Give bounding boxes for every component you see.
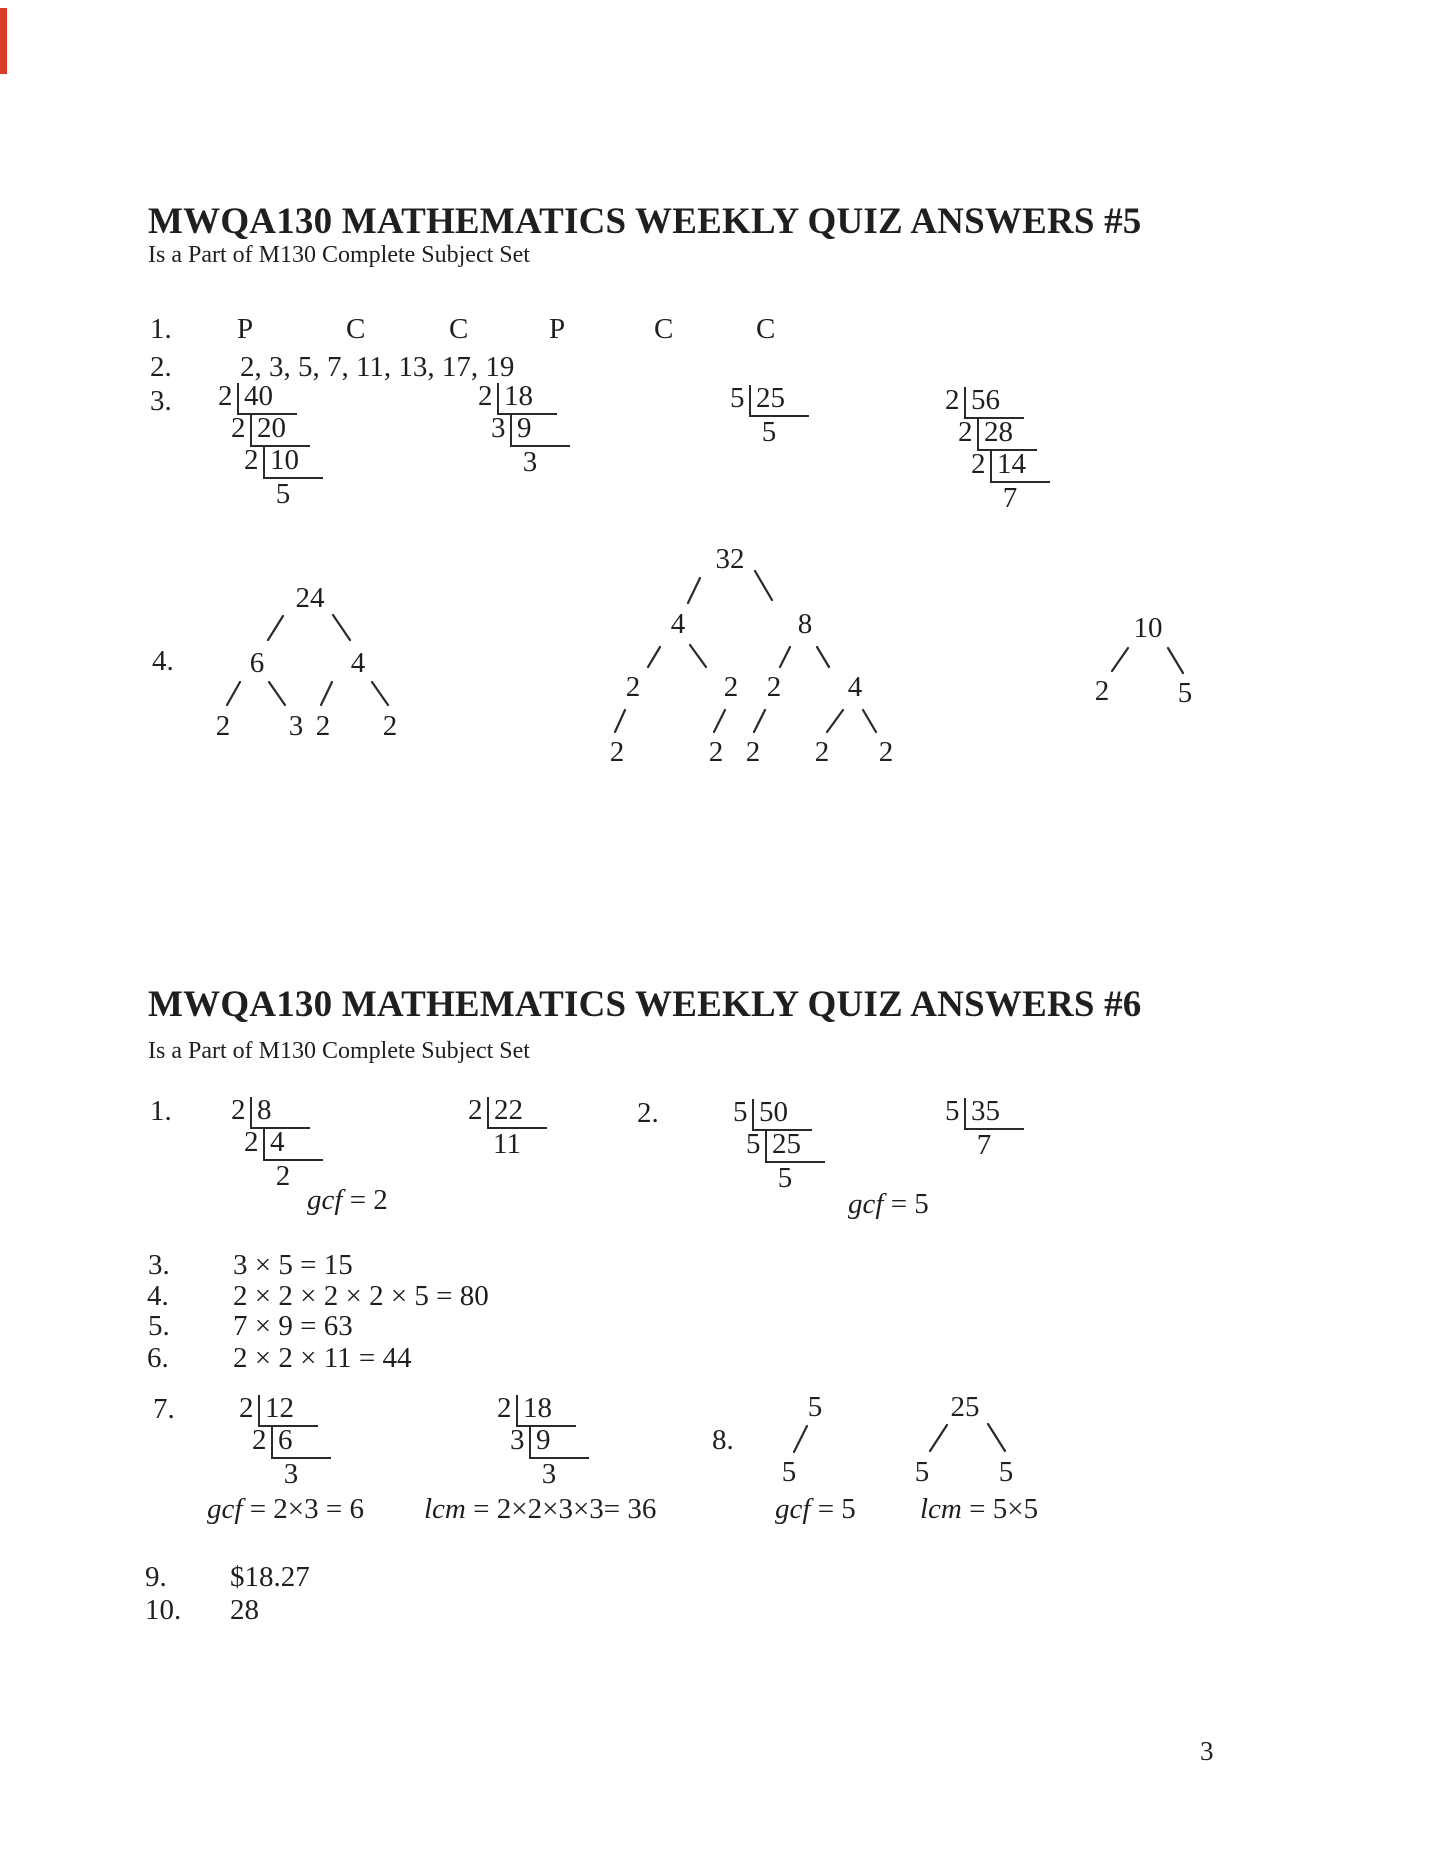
q6-ladder-35-bar <box>964 1098 966 1128</box>
q6-ladder-18b-divisor: 2 <box>497 1392 512 1424</box>
q6-ladder-50-bar <box>752 1099 754 1129</box>
tree-32-edge <box>754 710 765 732</box>
q5-item1-answer-1: P <box>237 313 254 345</box>
q6-ladder-18b-quotient: 3 <box>541 1458 557 1490</box>
q5-ladder-18-dividend: 9 <box>517 412 532 444</box>
tree-32-node: 2 <box>814 736 830 768</box>
q5-ladder-25-divisor: 5 <box>730 382 745 414</box>
tree-10-edge <box>1112 648 1128 671</box>
q6-ladder-8-underline <box>263 1159 323 1161</box>
tree-24-node: 2 <box>215 710 231 742</box>
q5-ladder-40-dividend: 40 <box>244 380 273 412</box>
q5-item1-answer-6: C <box>756 313 776 345</box>
q5-ladder-18-bar <box>510 415 512 445</box>
q6-item8-lcm <box>920 1494 1038 1524</box>
q6-item7-lcm-value: = 2×2×3×3= 36 <box>465 1493 657 1525</box>
q5-ladder-56-underline <box>990 481 1050 483</box>
q6-item7-gcf-prefix: gcf <box>207 1493 243 1525</box>
tree-24-edge <box>333 615 350 640</box>
q6-ladder-22-quotient: 11 <box>493 1128 521 1160</box>
q6-item9-number: 9. <box>145 1561 167 1593</box>
q5-ladder-56-divisor: 2 <box>958 416 973 448</box>
q6-item5-answer: 7 × 9 = 63 <box>233 1310 353 1342</box>
tree-25-node: 25 <box>950 1391 980 1423</box>
tree-10-edge <box>1168 648 1183 673</box>
q5-ladder-56-dividend: 14 <box>997 448 1026 480</box>
q5-ladder-40-dividend: 10 <box>270 444 299 476</box>
q6-item1-gcf-value: = 2 <box>342 1184 388 1216</box>
q6-ladder-50-quotient: 5 <box>777 1162 793 1194</box>
q5-ladder-56-bar <box>977 419 979 449</box>
q6-item3-answer: 3 × 5 = 15 <box>233 1249 353 1281</box>
q6-item4-number: 4. <box>147 1280 169 1312</box>
q6-ladder-8-divisor: 2 <box>231 1094 246 1126</box>
q6-item10-number: 10. <box>145 1594 182 1626</box>
q6-ladder-35-underline <box>964 1128 1024 1130</box>
tree-32-edge <box>755 571 772 600</box>
q6-ladder-8-bar <box>263 1129 265 1159</box>
q6-ladder-12-dividend: 6 <box>278 1424 293 1456</box>
tree-24-edge <box>268 616 283 640</box>
q6-ladder-18b-underline <box>529 1457 589 1459</box>
q6-ladder-35-dividend: 35 <box>971 1095 1000 1127</box>
q6-ladder-8-dividend: 8 <box>257 1094 272 1126</box>
q6-item1-gcf-prefix: gcf <box>307 1184 343 1216</box>
q5-ladder-56-quotient: 7 <box>1002 482 1018 514</box>
tree-24-edge <box>227 682 240 705</box>
q5-ladder-56-dividend: 28 <box>984 416 1013 448</box>
q6-ladder-12-divisor: 2 <box>252 1424 267 1456</box>
q5-ladder-18-underline <box>510 445 570 447</box>
q5-item1-number: 1. <box>150 313 172 345</box>
tree-32-node: 32 <box>715 543 745 575</box>
q5-ladder-18-divisor: 3 <box>491 412 506 444</box>
q6-ladder-12-dividend: 12 <box>265 1392 294 1424</box>
tree-32-node: 4 <box>670 608 686 640</box>
tree-32-node: 2 <box>723 671 739 703</box>
q5-ladder-40-divisor: 2 <box>244 444 259 476</box>
tree-32-node: 8 <box>797 608 813 640</box>
tree-10-node: 5 <box>1177 677 1193 709</box>
q5-ladder-40-divisor: 2 <box>218 380 233 412</box>
tree-32-node: 2 <box>878 736 894 768</box>
q5-ladder-40-quotient: 5 <box>275 478 291 510</box>
q6-ladder-12-bar <box>271 1427 273 1457</box>
q6-item10-answer: 28 <box>230 1594 259 1626</box>
tree-24-node: 6 <box>249 647 265 679</box>
q5-item1-answer-3: C <box>449 313 469 345</box>
q6-ladder-50-divisor: 5 <box>733 1096 748 1128</box>
q6-ladder-8-bar <box>250 1097 252 1127</box>
tree-32-node: 2 <box>766 671 782 703</box>
q6-item9-answer: $18.27 <box>230 1561 310 1593</box>
q6-item4-answer: 2 × 2 × 2 × 2 × 5 = 80 <box>233 1280 489 1312</box>
tree-24-edge <box>269 682 285 705</box>
tree-5-node: 5 <box>807 1391 823 1423</box>
q6-item8-gcf-value: = 5 <box>810 1493 856 1525</box>
q6-ladder-18b-dividend: 9 <box>536 1424 551 1456</box>
q5-ladder-25-dividend: 25 <box>756 382 785 414</box>
tree-24-node: 2 <box>315 710 331 742</box>
q5-ladder-40-underline <box>263 477 323 479</box>
q6-item7-lcm <box>424 1494 656 1524</box>
q6-item7-gcf-value: = 2×3 = 6 <box>242 1493 365 1525</box>
tree-5-node: 5 <box>781 1456 797 1488</box>
q6-item7-number: 7. <box>153 1393 175 1425</box>
tree-5-edge <box>794 1426 807 1452</box>
tree-32-node: 4 <box>847 671 863 703</box>
q5-item4-number: 4. <box>152 645 174 677</box>
tree-10-node: 2 <box>1094 675 1110 707</box>
q5-item2-answer: 2, 3, 5, 7, 11, 13, 17, 19 <box>240 351 515 383</box>
q6-item8-number: 8. <box>712 1424 734 1456</box>
q5-item1-answer-4: P <box>549 313 566 345</box>
q6-ladder-8-quotient: 2 <box>275 1160 291 1192</box>
tree-32-node: 2 <box>745 736 761 768</box>
q6-ladder-50-underline <box>765 1161 825 1163</box>
tree-32-edge <box>827 710 843 732</box>
q5-ladder-18-divisor: 2 <box>478 380 493 412</box>
q6-item2-gcf <box>848 1189 929 1219</box>
q6-item6-answer: 2 × 2 × 11 = 44 <box>233 1342 412 1374</box>
section-5-subtitle: Is a Part of M130 Complete Subject Set <box>148 242 530 268</box>
q6-ladder-22-dividend: 22 <box>494 1094 523 1126</box>
q6-item8-gcf-prefix: gcf <box>775 1493 811 1525</box>
tree-32-edge <box>648 647 660 667</box>
section-6-title: MWQA130 MATHEMATICS WEEKLY QUIZ ANSWERS #6 <box>148 984 1142 1025</box>
tree-25-edge <box>930 1425 947 1451</box>
q5-ladder-18-dividend: 18 <box>504 380 533 412</box>
q5-ladder-56-dividend: 56 <box>971 384 1000 416</box>
q6-item6-number: 6. <box>147 1342 169 1374</box>
tree-32-node: 2 <box>708 736 724 768</box>
q6-ladder-18b-dividend: 18 <box>523 1392 552 1424</box>
q6-ladder-8-dividend: 4 <box>270 1126 285 1158</box>
q6-item3-number: 3. <box>148 1249 170 1281</box>
tree-32-edge <box>714 710 725 732</box>
q5-ladder-40-divisor: 2 <box>231 412 246 444</box>
tree-24-node: 2 <box>382 710 398 742</box>
q5-item1-answer-5: C <box>654 313 674 345</box>
q6-ladder-18b-bar <box>529 1427 531 1457</box>
q6-ladder-12-underline <box>271 1457 331 1459</box>
tree-25-node: 5 <box>998 1456 1014 1488</box>
tree-24-node: 4 <box>350 647 366 679</box>
tree-10-node: 10 <box>1133 612 1163 644</box>
q6-ladder-22-bar <box>487 1097 489 1127</box>
tree-32-edge <box>863 710 876 732</box>
section-5-title: MWQA130 MATHEMATICS WEEKLY QUIZ ANSWERS #5 <box>148 201 1142 242</box>
q6-ladder-22-divisor: 2 <box>468 1094 483 1126</box>
q6-ladder-18b-divisor: 3 <box>510 1424 525 1456</box>
q6-ladder-50-bar <box>765 1131 767 1161</box>
q5-ladder-40-bar <box>263 447 265 477</box>
tree-24-edge <box>372 682 388 705</box>
q5-ladder-40-bar <box>250 415 252 445</box>
tree-25-node: 5 <box>914 1456 930 1488</box>
q6-ladder-18b-bar <box>516 1395 518 1425</box>
q5-ladder-56-bar <box>964 387 966 417</box>
q5-ladder-18-quotient: 3 <box>522 446 538 478</box>
q6-item8-lcm-value: = 5×5 <box>961 1493 1039 1525</box>
tree-32-edge <box>817 647 829 667</box>
q5-item3-number: 3. <box>150 385 172 417</box>
tree-32-node: 2 <box>625 671 641 703</box>
tree-32-edge <box>615 710 625 732</box>
q6-ladder-12-quotient: 3 <box>283 1458 299 1490</box>
q6-item1-gcf <box>307 1185 388 1215</box>
q5-ladder-18-bar <box>497 383 499 413</box>
q5-ladder-40-bar <box>237 383 239 413</box>
tree-32-edge <box>688 578 700 603</box>
q6-ladder-35-quotient: 7 <box>976 1129 992 1161</box>
q6-item2-gcf-value: = 5 <box>883 1188 929 1220</box>
q6-item7-lcm-prefix: lcm <box>424 1493 466 1525</box>
q6-item2-number: 2. <box>637 1097 659 1129</box>
q5-ladder-56-divisor: 2 <box>945 384 960 416</box>
q5-ladder-25-underline <box>749 415 809 417</box>
page-number: 3 <box>1200 1736 1214 1766</box>
q6-ladder-12-divisor: 2 <box>239 1392 254 1424</box>
q6-ladder-50-dividend: 25 <box>772 1128 801 1160</box>
q6-item2-gcf-prefix: gcf <box>848 1188 884 1220</box>
tree-24-node: 24 <box>295 582 325 614</box>
q5-ladder-56-bar <box>990 451 992 481</box>
q6-ladder-50-divisor: 5 <box>746 1128 761 1160</box>
tree-25-edge <box>988 1424 1005 1451</box>
q6-item8-lcm-prefix: lcm <box>920 1493 962 1525</box>
q5-ladder-25-quotient: 5 <box>761 416 777 448</box>
q6-item1-number: 1. <box>150 1095 172 1127</box>
q6-ladder-8-divisor: 2 <box>244 1126 259 1158</box>
tree-32-edge <box>690 645 706 667</box>
q6-item7-gcf <box>207 1494 364 1524</box>
q5-ladder-56-divisor: 2 <box>971 448 986 480</box>
tree-32-edge <box>780 647 790 667</box>
q5-item2-number: 2. <box>150 351 172 383</box>
q5-ladder-40-dividend: 20 <box>257 412 286 444</box>
q6-ladder-35-divisor: 5 <box>945 1095 960 1127</box>
q6-item5-number: 5. <box>148 1310 170 1342</box>
tree-24-node: 3 <box>288 710 304 742</box>
tree-24-edge <box>321 682 332 705</box>
section-6-subtitle: Is a Part of M130 Complete Subject Set <box>148 1038 530 1064</box>
q5-item1-answer-2: C <box>346 313 366 345</box>
q6-ladder-12-bar <box>258 1395 260 1425</box>
q6-ladder-50-dividend: 50 <box>759 1096 788 1128</box>
tree-32-node: 2 <box>609 736 625 768</box>
q5-ladder-25-bar <box>749 385 751 415</box>
q6-item8-gcf <box>775 1494 856 1524</box>
